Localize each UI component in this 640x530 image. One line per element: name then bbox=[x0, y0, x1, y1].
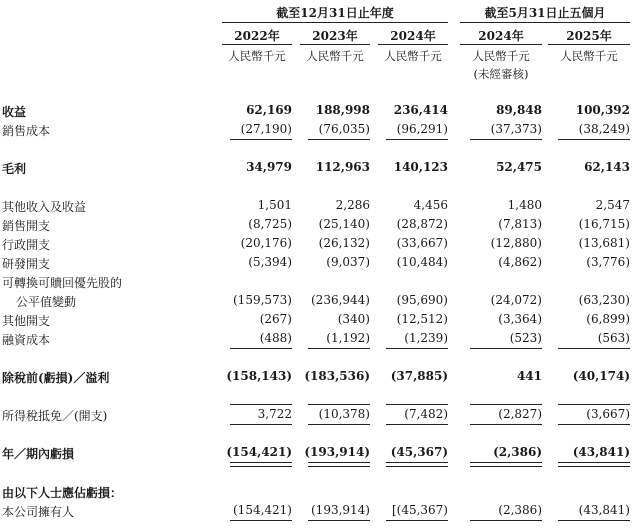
cell-value: (5,394) bbox=[248, 255, 292, 269]
subtotal-rule bbox=[470, 404, 542, 405]
cell-value: (12,512) bbox=[396, 312, 448, 326]
cell-value: (2,386) bbox=[493, 445, 542, 459]
cell-value: (3,364) bbox=[498, 312, 542, 326]
subtotal-rule bbox=[558, 424, 630, 425]
group-rule-five-months bbox=[460, 22, 630, 23]
cell-value: (158,143) bbox=[226, 369, 292, 383]
cell-value: (4,862) bbox=[498, 255, 542, 269]
cell-value: (3,776) bbox=[586, 255, 630, 269]
cell-value: (154,421) bbox=[233, 503, 292, 517]
total-double-rule bbox=[470, 462, 542, 467]
cell-value: 4,456 bbox=[413, 198, 448, 212]
cell-value: (40,174) bbox=[572, 369, 630, 383]
cell-value: (563) bbox=[597, 331, 630, 345]
year-header-2022: 2022年 bbox=[234, 29, 280, 43]
subtotal-rule bbox=[308, 424, 370, 425]
cell-value: 140,123 bbox=[393, 160, 448, 174]
cell-value: (63,230) bbox=[578, 293, 630, 307]
cell-value: (13,681) bbox=[578, 236, 630, 250]
cell-value: (10,484) bbox=[396, 255, 448, 269]
cell-value: 100,392 bbox=[575, 103, 630, 117]
cell-value: (9,037) bbox=[326, 255, 370, 269]
subtotal-rule bbox=[470, 520, 542, 521]
unit-label-2025-five-months: 人民幣千元 bbox=[560, 49, 618, 63]
subtotal-rule bbox=[308, 348, 370, 349]
year-rule-2023 bbox=[300, 44, 370, 45]
cell-value: 441 bbox=[516, 369, 542, 383]
year-rule-2022 bbox=[222, 44, 292, 45]
year-rule-2024 bbox=[378, 44, 448, 45]
cell-value: (95,690) bbox=[396, 293, 448, 307]
unit-label-2022: 人民幣千元 bbox=[228, 49, 286, 63]
cell-value: (488) bbox=[259, 331, 292, 345]
row-label-loss-for-period: 年／期內虧損 bbox=[2, 447, 75, 461]
cell-value: (523) bbox=[509, 331, 542, 345]
cell-value: (26,132) bbox=[318, 236, 370, 250]
cell-value: (2,386) bbox=[498, 503, 542, 517]
cell-value: (37,373) bbox=[490, 122, 542, 136]
cell-value: (183,536) bbox=[304, 369, 370, 383]
cell-value: (267) bbox=[259, 312, 292, 326]
cell-value: (76,035) bbox=[318, 122, 370, 136]
subtotal-rule bbox=[308, 404, 370, 405]
subtotal-rule bbox=[558, 348, 630, 349]
year-header-2024-five-months: 2024年 bbox=[478, 29, 524, 43]
cell-value: (193,914) bbox=[304, 445, 370, 459]
row-label-cost-of-sales: 銷售成本 bbox=[2, 124, 51, 138]
unit-label-2024: 人民幣千元 bbox=[384, 49, 442, 63]
row-label-revenue: 收益 bbox=[2, 105, 27, 119]
subtotal-rule bbox=[386, 404, 448, 405]
subtotal-rule bbox=[230, 424, 292, 425]
cell-value: (10,378) bbox=[318, 407, 370, 421]
subtotal-rule bbox=[386, 139, 448, 140]
cell-value: (3,667) bbox=[586, 407, 630, 421]
cell-value: 112,963 bbox=[315, 160, 370, 174]
cell-value: (43,841) bbox=[572, 445, 630, 459]
cell-value: (27,190) bbox=[240, 122, 292, 136]
cell-value: (37,885) bbox=[390, 369, 448, 383]
cell-value: (193,914) bbox=[311, 503, 370, 517]
cell-value: (2,827) bbox=[498, 407, 542, 421]
cell-value: (340) bbox=[337, 312, 370, 326]
cell-value: (25,140) bbox=[318, 217, 370, 231]
year-header-2023: 2023年 bbox=[312, 29, 358, 43]
group-header-five-months: 截至5月31日止五個月 bbox=[484, 6, 606, 20]
cell-value: (38,249) bbox=[578, 122, 630, 136]
cell-value: 62,169 bbox=[246, 103, 292, 117]
subtotal-rule bbox=[470, 424, 542, 425]
cell-value: (24,072) bbox=[490, 293, 542, 307]
cell-value: [(45,367) bbox=[391, 503, 448, 517]
subtotal-rule bbox=[558, 404, 630, 405]
cell-value: (236,944) bbox=[311, 293, 370, 307]
total-double-rule bbox=[558, 462, 630, 467]
total-double-rule bbox=[308, 462, 370, 467]
cell-value: 62,143 bbox=[584, 160, 630, 174]
year-header-2024: 2024年 bbox=[390, 29, 436, 43]
cell-value: (7,813) bbox=[498, 217, 542, 231]
row-label-attributable-to: 由以下人士應佔虧損： bbox=[2, 486, 123, 500]
cell-value: 2,547 bbox=[595, 198, 630, 212]
row-label-finance-costs: 融資成本 bbox=[2, 333, 51, 347]
row-label-admin-expenses: 行政開支 bbox=[2, 238, 51, 252]
cell-value: 188,998 bbox=[315, 103, 370, 117]
unit-label-2023: 人民幣千元 bbox=[306, 49, 364, 63]
cell-value: (1,239) bbox=[404, 331, 448, 345]
cell-value: (154,421) bbox=[226, 445, 292, 459]
row-label-owners-of-company: 本公司擁有人 bbox=[2, 505, 75, 519]
cell-value: (159,573) bbox=[233, 293, 292, 307]
subtotal-rule bbox=[308, 139, 370, 140]
subtotal-rule bbox=[386, 424, 448, 425]
cell-value: (8,725) bbox=[248, 217, 292, 231]
cell-value: (28,872) bbox=[396, 217, 448, 231]
subtotal-rule bbox=[230, 404, 292, 405]
subtotal-rule bbox=[470, 139, 542, 140]
subtotal-rule bbox=[308, 520, 370, 521]
cell-value: (20,176) bbox=[240, 236, 292, 250]
cell-value: (96,291) bbox=[396, 122, 448, 136]
row-label-income-tax: 所得稅抵免／(開支) bbox=[2, 409, 108, 423]
year-rule-2024-five-months bbox=[460, 44, 542, 45]
cell-value: 2,286 bbox=[335, 198, 370, 212]
row-label-fair-value-change: 公平值變動 bbox=[16, 295, 77, 309]
cell-value: (12,880) bbox=[490, 236, 542, 250]
cell-value: (16,715) bbox=[578, 217, 630, 231]
cell-value: (1,192) bbox=[326, 331, 370, 345]
row-label-gross-profit: 毛利 bbox=[2, 162, 27, 176]
year-rule-2025-five-months bbox=[548, 44, 630, 45]
unit-label-2024-five-months: 人民幣千元 bbox=[472, 49, 530, 63]
cell-value: 1,480 bbox=[507, 198, 542, 212]
cell-value: 34,979 bbox=[246, 160, 292, 174]
cell-value: (45,367) bbox=[390, 445, 448, 459]
cell-value: (43,841) bbox=[578, 503, 630, 517]
cell-value: 236,414 bbox=[393, 103, 448, 117]
unaudited-note: (未經審核) bbox=[473, 67, 529, 81]
subtotal-rule bbox=[386, 348, 448, 349]
row-label-rd-expenses: 研發開支 bbox=[2, 257, 51, 271]
subtotal-rule bbox=[230, 348, 292, 349]
cell-value: 3,722 bbox=[257, 407, 292, 421]
row-label-preferred-shares-line1: 可轉換可贖回優先股的 bbox=[2, 276, 123, 290]
subtotal-rule bbox=[386, 520, 448, 521]
subtotal-rule bbox=[558, 520, 630, 521]
subtotal-rule bbox=[230, 139, 292, 140]
subtotal-rule bbox=[470, 348, 542, 349]
total-double-rule bbox=[230, 462, 292, 467]
cell-value: (6,899) bbox=[586, 312, 630, 326]
row-label-other-expenses: 其他開支 bbox=[2, 314, 51, 328]
cell-value: 1,501 bbox=[257, 198, 292, 212]
row-label-selling-expenses: 銷售開支 bbox=[2, 219, 51, 233]
group-rule-year-ended bbox=[222, 22, 448, 23]
cell-value: (33,667) bbox=[396, 236, 448, 250]
cell-value: 89,848 bbox=[496, 103, 542, 117]
row-label-other-income: 其他收入及收益 bbox=[2, 200, 87, 214]
cell-value: (7,482) bbox=[404, 407, 448, 421]
year-header-2025-five-months: 2025年 bbox=[566, 29, 612, 43]
group-header-year-ended: 截至12月31日止年度 bbox=[276, 6, 394, 20]
total-double-rule bbox=[386, 462, 448, 467]
subtotal-rule bbox=[558, 139, 630, 140]
subtotal-rule bbox=[230, 520, 292, 521]
cell-value: 52,475 bbox=[496, 160, 542, 174]
row-label-profit-before-tax: 除稅前(虧損)／溢利 bbox=[2, 371, 110, 385]
